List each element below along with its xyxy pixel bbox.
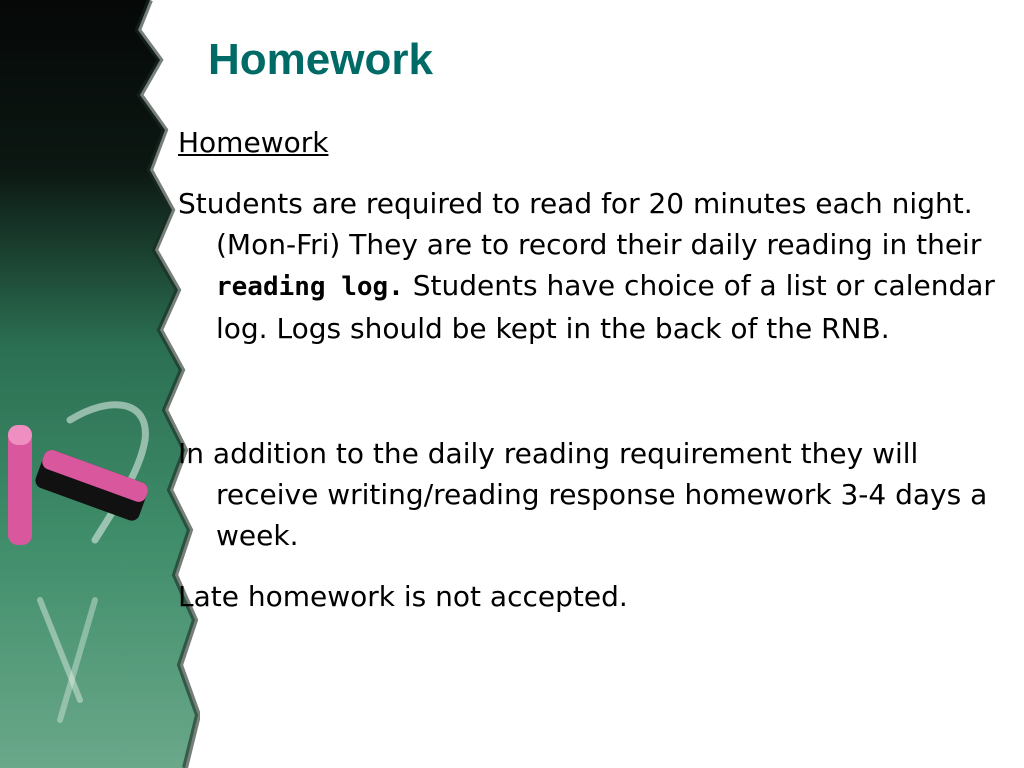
subheading: Homework xyxy=(178,126,329,159)
slide-body xyxy=(178,122,1008,617)
reading-paragraph-start: Students are required to read for 20 minutes each night. (Mon-Fri) They are to record their daily reading in their xyxy=(178,187,982,261)
reading-paragraph-end: Students have choice of a list or calendar log. Logs should be kept in the back of the RNB. xyxy=(216,269,995,345)
chalk-stick-pink xyxy=(8,425,32,545)
slide-title: Homework xyxy=(208,35,433,84)
chalkboard-decoration xyxy=(0,0,200,768)
homework-paragraph: In addition to the daily reading requirement they will receive writing/reading response homework 3-4 days a week. xyxy=(178,437,988,552)
reading-log-emphasis: reading log. xyxy=(216,272,404,302)
reading-paragraph xyxy=(178,183,1008,349)
late-homework-paragraph: Late homework is not accepted. xyxy=(178,580,628,613)
